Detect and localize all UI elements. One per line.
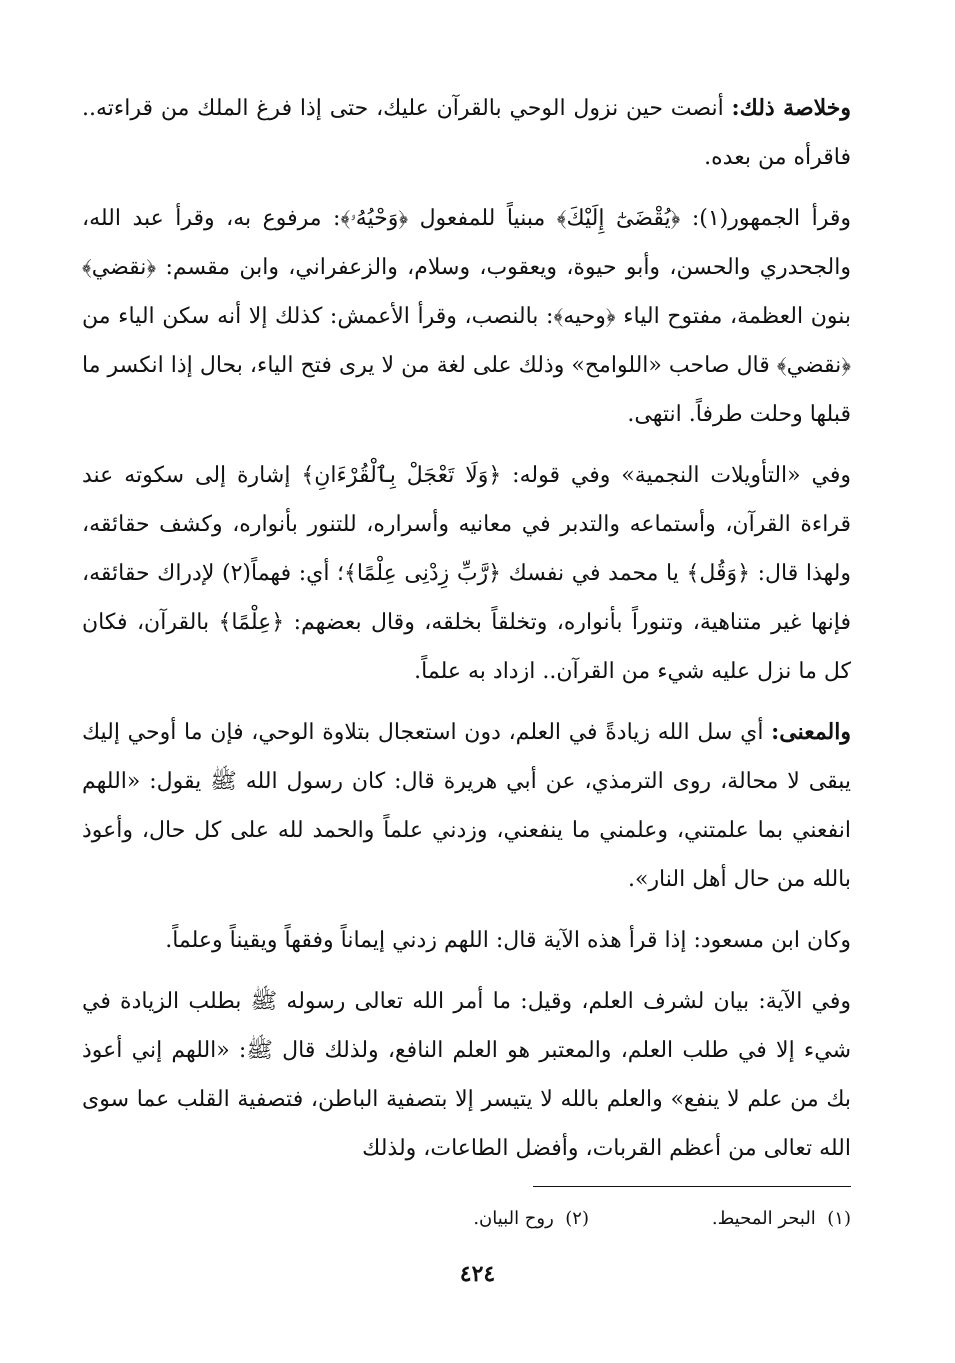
footnote-text: روح البيان.: [473, 1208, 554, 1229]
paragraph-ibn-masud: [82, 916, 851, 965]
paragraph-text: وفي الآية: بيان لشرف العلم، وقيل: ما أمر الله تعالى رسوله ﷺ بطلب الزيادة في شيء إلا في طلب العلم، والمعتبر هو العلم النافع، ولذلك قال ﷺ: «اللهم إني أعوذ بك من علم لا ينفع» والعلم بالله لا يتيسر إلا بتصفية الباطن، فتصفية القلب عما سوى الله تعالى من أعظم القربات، وأفضل الطاعات، ولذلك: [82, 989, 851, 1161]
footnote-marker: (١): [827, 1208, 851, 1229]
paragraph-text: وفي «التأويلات النجمية» وفي قوله: ﴿وَلَا تَعْجَلْ بِٱلْقُرْءَانِ﴾ إشارة إلى سكوته عند قراءة القرآن، وأستماعه والتدبر في معانيه وأسراره، للتنور بأنواره، وكشف حقائقه، ولهذا قال: ﴿وَقُل﴾ يا محمد في نفسك ﴿رَّبِّ زِدْنِى عِلْمًا﴾؛ أي: فهماً(٢) لإدراك حقائقه، فإنها غير متناهية، وتنوراً بأنواره، وتخلقاً بخلقه، وقال بعضهم: ﴿عِلْمًا﴾ بالقرآن، فكان كل ما نزل عليه شيء من القرآن.. ازداد به علماً.: [82, 463, 851, 684]
footnote-text: البحر المحيط.: [711, 1208, 816, 1229]
footnote-divider: [533, 1186, 851, 1187]
paragraph-knowledge: [82, 977, 851, 1173]
paragraph-text: أنصت حين نزول الوحي بالقرآن عليك، حتى إذا فرغ الملك من قراءته.. فاقرأه من بعده.: [82, 96, 851, 170]
paragraph-summary: [82, 84, 851, 182]
paragraph-text: أي سل الله زيادةً في العلم، دون استعجال بتلاوة الوحي، فإن ما أوحي إليك يبقى لا محالة، روى الترمذي، عن أبي هريرة قال: كان رسول الله ﷺ يقول: «اللهم انفعني بما علمتني، وعلمني ما ينفعني، وزدني علماً والحمد لله على كل حال، وأعوذ بالله من حال أهل النار».: [82, 720, 851, 892]
paragraph-text: وكان ابن مسعود: إذا قرأ هذه الآية قال: اللهم زدني إيماناً وفقهاً ويقيناً وعلماً.: [165, 928, 851, 953]
page-number: ٤٢٤: [459, 1261, 496, 1287]
footnote-1: [712, 1204, 851, 1234]
footnote-marker: (٢): [565, 1208, 589, 1229]
footnote-2: [473, 1204, 589, 1234]
footnotes: [82, 1204, 851, 1234]
paragraph-lead: والمعنى:: [771, 719, 851, 745]
paragraph-text: وقرأ الجمهور(١): ﴿يُقْضَىٰٓ إِلَيْكَ﴾ مبنياً للمفعول ﴿وَحْيُهُۥ﴾: مرفوع به، وقرأ عبد الله، والجحدري والحسن، وأبو حيوة، ويعقوب، وسلام، والزعفراني، وابن مقسم: ﴿نقضي﴾ بنون العظمة، مفتوح الياء ﴿وحيه﴾: بالنصب، وقرأ الأعمش: كذلك إلا أنه سكن الياء من ﴿نقضي﴾ قال صاحب «اللوامح» وذلك على لغة من لا يرى فتح الياء، بحال إذا انكسر ما قبلها وحلت طرفاً. انتهى.: [82, 206, 851, 427]
paragraph-meaning: [82, 708, 851, 904]
paragraph-tawilat: [82, 451, 851, 696]
paragraph-lead: وخلاصة ذلك:: [731, 95, 851, 121]
paragraph-readings: [82, 194, 851, 439]
